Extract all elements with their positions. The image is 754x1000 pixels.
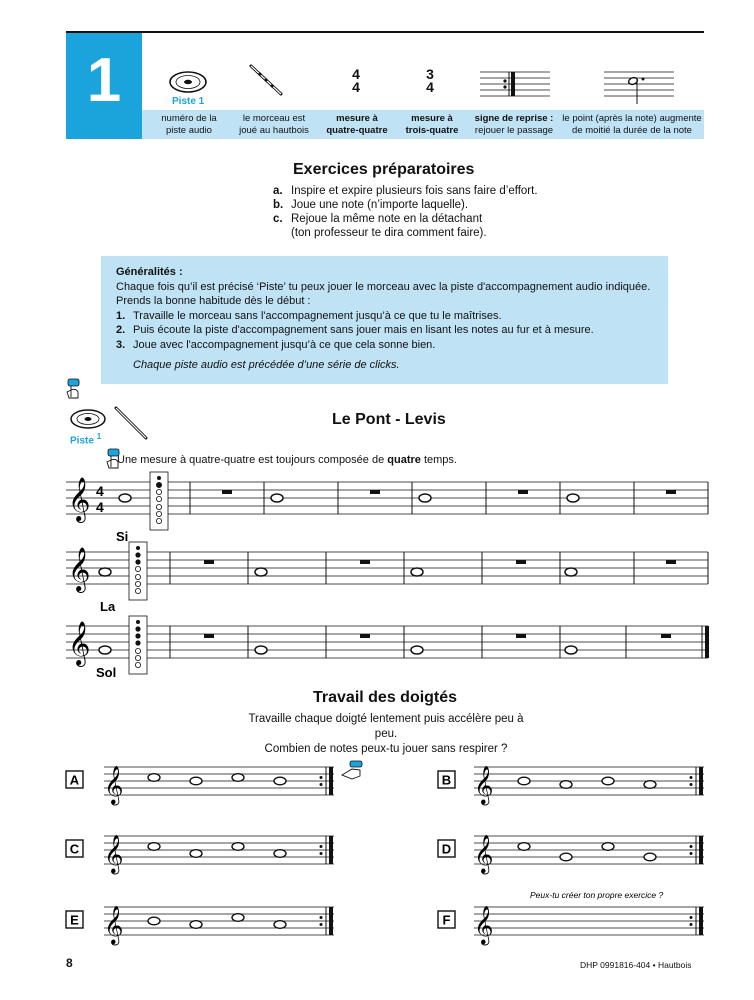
footer-code: DHP 0991816-404 • Hautbois [580, 960, 692, 970]
whole-note [119, 494, 131, 502]
f-caption: Peux-tu créer ton propre exercice ? [530, 890, 664, 900]
legend-item-oboe: le morceau est joué au hautbois [239, 113, 309, 136]
pont-staff-1 [66, 472, 708, 544]
generalites-step-2: 2. Puis écoute la piste d'accompagnement sans jouer mais en lisant les notes au fur et à mesure. [116, 324, 594, 336]
pont-title: Le Pont - Levis [332, 411, 446, 428]
generalites-note: Chaque piste audio est précédée d’une série de clicks. [133, 359, 400, 371]
pont-instruction: Une mesure à quatre-quatre est toujours composée de quatre temps. [117, 454, 457, 466]
pointing-hand-icon [64, 378, 84, 400]
oboe-icon [248, 62, 286, 98]
oboe-icon [112, 404, 152, 442]
legend-item-piste: numéro de la piste audio [161, 113, 217, 136]
exercise-C [66, 835, 334, 875]
treble-clef-icon: 𝄞 [68, 549, 91, 591]
pont-piste-label: Piste $^1$ [70, 432, 102, 447]
generalites-step-1: 1. Travaille le morceau sans l'accompagnement jusqu’à ce que tu le maîtrises. [116, 309, 502, 322]
exercise-A [66, 761, 362, 806]
generalites-title: Généralités : [116, 266, 183, 278]
legend-time-sig-44: 4 4 [352, 66, 360, 95]
exercise-item-b: b. Joue une note (n’importe laquelle). [273, 199, 469, 211]
generalites-line1: Chaque fois qu’il est précisé ‘Piste’ tu peux jouer le morceau avec la piste d'accompagnement audio indiquée. [116, 280, 651, 293]
svg-text:F: F [442, 912, 451, 928]
svg-text:𝄞: 𝄞 [474, 766, 494, 803]
legend-item-34: mesure à trois-quatre [405, 113, 459, 136]
repeat-sign-icon [480, 68, 550, 108]
dotted-note-icon [604, 68, 674, 108]
note-name-sol: Sol [96, 665, 117, 678]
exercise-B [438, 766, 704, 806]
legend-item-dot: le point (après la note) augmente de moitié la durée de la note [562, 113, 702, 136]
svg-text:C: C [69, 841, 80, 857]
exercise-E [66, 906, 334, 946]
time-sig-bottom: 4 [96, 499, 104, 515]
treble-clef-icon: 𝄞 [68, 623, 91, 665]
svg-text:𝄞: 𝄞 [474, 906, 494, 943]
generalites-content [116, 265, 666, 373]
time-sig-top: 4 [96, 483, 104, 499]
doigtes-instructions: Travaille chaque doigté lentement puis accélère peu à peu. Combien de notes peux-tu jouer sans respirer ? [248, 713, 524, 755]
legend-item-repeat: signe de reprise : rejouer le passage [474, 113, 554, 136]
svg-text:𝄞: 𝄞 [474, 835, 494, 872]
pont-levis-score [60, 468, 710, 678]
legend-piste-label: Piste 1 [172, 96, 205, 107]
exercise-item-c-cont: (ton professeur te dira comment faire). [291, 227, 487, 239]
svg-text:𝄞: 𝄞 [104, 766, 124, 803]
generalites-line2: Prends la bonne habitude dès le début : [116, 295, 311, 307]
note-name-si: Si [116, 529, 129, 544]
note-name-la: La [100, 599, 116, 614]
cd-icon [68, 406, 108, 432]
cd-icon [168, 68, 208, 96]
svg-text:𝄞: 𝄞 [104, 835, 124, 872]
doigtes-exercises [60, 755, 710, 950]
svg-text:E: E [70, 912, 79, 928]
legend-item-44: mesure à quatre-quatre [326, 113, 388, 136]
treble-clef-icon: 𝄞 [68, 479, 91, 521]
svg-text:B: B [441, 772, 452, 788]
top-rule [66, 31, 704, 33]
exercise-F [438, 890, 704, 946]
generalites-step-3: 3. Joue avec l'accompagnement jusqu’à ce que cela sonne bien. [116, 338, 436, 351]
exercise-item-c: c. Rejoue la même note en la détachant [273, 213, 483, 225]
pointing-hand-icon [342, 761, 362, 779]
exercise-D [438, 835, 704, 875]
svg-text:𝄞: 𝄞 [104, 906, 124, 943]
svg-text:A: A [69, 772, 80, 788]
exercise-item-a: a. Inspire et expire plusieurs fois sans faire d’effort. [273, 185, 538, 197]
exercises-title: Exercices préparatoires [293, 161, 475, 178]
legend-time-sig-34: 3 4 [426, 66, 434, 95]
doigtes-title: Travail des doigtés [313, 689, 458, 706]
pont-staff-3 [66, 616, 709, 678]
pont-staff-2 [66, 542, 708, 614]
page-number: 8 [66, 956, 73, 970]
svg-text:D: D [441, 841, 452, 857]
exercises-list [273, 184, 573, 240]
lesson-number: 1 [66, 33, 142, 139]
